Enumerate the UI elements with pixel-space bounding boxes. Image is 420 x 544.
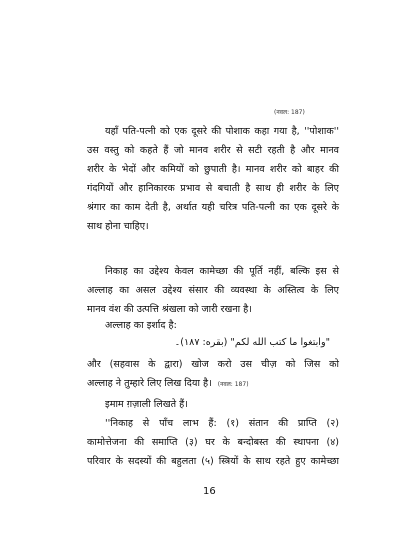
paragraph-translation [87,355,339,394]
text-line: गंदगियों और हानिकारक प्रभाव से बचाती है साथ ही शरीर के लिए [87,183,339,194]
paragraph-five-benefits [87,414,339,471]
text-line: साथ होना चाहिए। [87,221,149,232]
text-line: अल्लाह का असल उद्देश्य संसार की व्यवस्था के अस्तित्व के लिए [87,285,339,296]
page-number: 16 [203,486,216,497]
text-line: शरीर के भेदों और कमियों को छुपाती है। मानव शरीर को बाहर की [87,164,339,175]
text-line: मानव वंश की उत्पत्ति श्रंखला को जारी रखना है। [87,304,252,315]
text-line: यहाँ पति-पत्नी को एक दूसरे की पोशाक कहा गया है, ''पोशाक'' [105,126,339,137]
text-line: और (सहवास के द्वारा) खोज करो उस चीज़ को जिस को [87,359,339,370]
text-line [87,374,339,394]
text-line: ''निकाह से पाँच लाभ हैं: (१) संतान की प्राप्ति (२) [105,418,339,429]
text-line: उस वस्तु को कहते हैं जो मानव शरीर से सटी रहती है और मानव [87,145,339,156]
text-line: निकाह का उद्देश्य केवल कामेच्छा की पूर्ति नहीं, बल्कि इस से [105,266,339,277]
translation-line-2: अल्लाह ने तुम्हारे लिए लिख दिया है। [87,378,212,389]
text-line: कामोत्तेजना की समाप्ति (३) घर के बन्दोबस्त की स्थापना (४) [87,437,339,448]
reference-note-top: (नवल: 187) [274,109,305,116]
arabic-quran-quote: "وابتغوا ما كتب الله لكم" (بقره: ١٨٧)۔ [174,337,330,348]
reference-note-mid: (नवल: 187) [217,381,249,388]
allah-ka-irshad-heading: अल्लाह का इर्शाद है: [105,320,177,331]
imam-ghazali-line: इमाम ग़ज़ाली लिखते हैं। [105,399,188,410]
paragraph-nikah-purpose [87,262,339,319]
paragraph-poshak [87,122,339,236]
text-line: परिवार के सदस्यों की बहुलता (५) स्त्रियों के साथ रहते हुए कामेच्छा [87,456,339,467]
text-line: श्रंगार का काम देती है, अर्थात यही चरित्र पति-पत्नी का एक दूसरे के [87,202,339,213]
